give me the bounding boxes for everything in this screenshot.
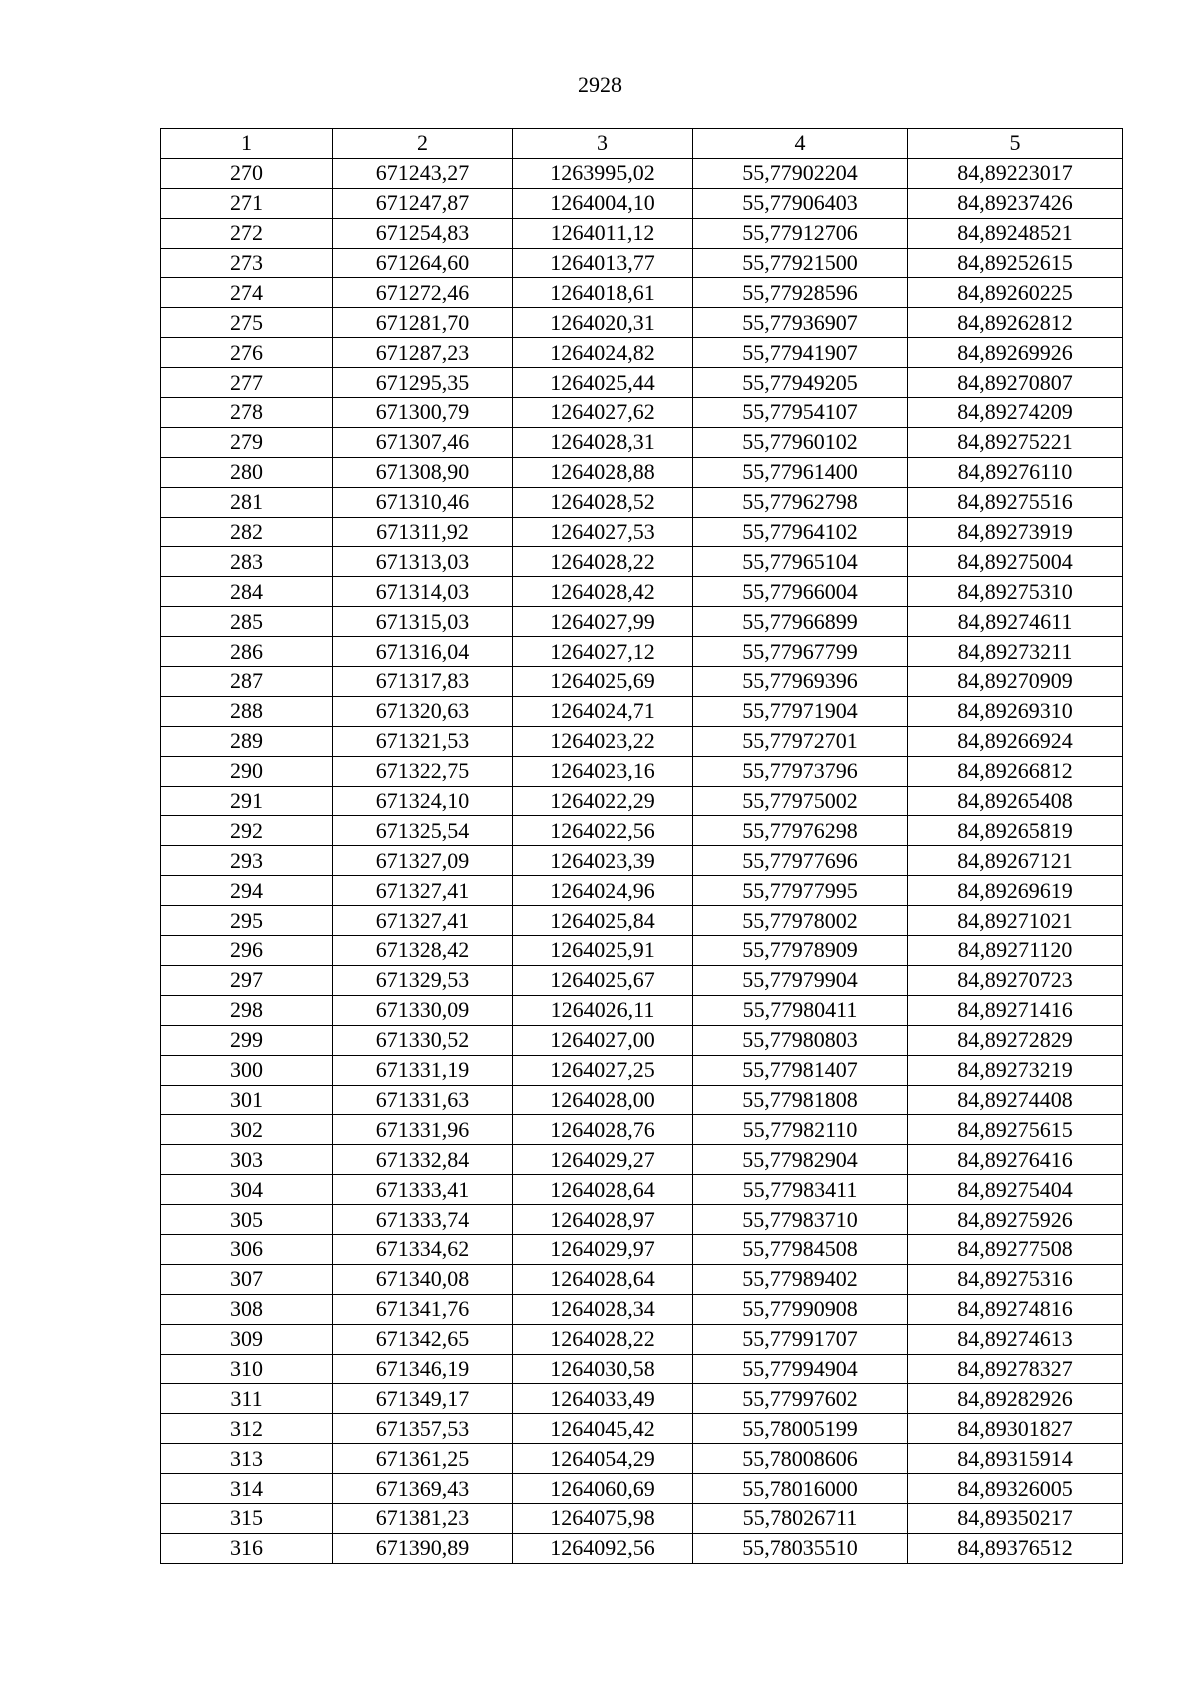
table-row bbox=[161, 726, 1123, 756]
table-cell-col-1: 276 bbox=[161, 338, 333, 368]
table-cell-col-2: 671342,65 bbox=[333, 1324, 513, 1354]
table-cell-col-4: 55,77965104 bbox=[693, 547, 908, 577]
column-header-4: 4 bbox=[693, 129, 908, 159]
table-cell-col-1: 293 bbox=[161, 846, 333, 876]
table-cell-col-2: 671254,83 bbox=[333, 218, 513, 248]
table-cell-col-4: 55,77967799 bbox=[693, 637, 908, 667]
table-cell-col-5: 84,89274209 bbox=[908, 398, 1123, 428]
table-cell-col-1: 305 bbox=[161, 1205, 333, 1235]
table-cell-col-2: 671320,63 bbox=[333, 696, 513, 726]
table-row bbox=[161, 368, 1123, 398]
table-row bbox=[161, 1474, 1123, 1504]
table-row bbox=[161, 577, 1123, 607]
coordinates-table bbox=[160, 128, 1123, 1564]
table-cell-col-3: 1264013,77 bbox=[513, 248, 693, 278]
table-cell-col-1: 309 bbox=[161, 1324, 333, 1354]
table-row bbox=[161, 487, 1123, 517]
table-row bbox=[161, 398, 1123, 428]
table-cell-col-4: 55,77912706 bbox=[693, 218, 908, 248]
table-cell-col-2: 671333,41 bbox=[333, 1175, 513, 1205]
table-cell-col-4: 55,77954107 bbox=[693, 398, 908, 428]
table-cell-col-4: 55,78026711 bbox=[693, 1503, 908, 1533]
table-cell-col-2: 671332,84 bbox=[333, 1145, 513, 1175]
table-cell-col-5: 84,89271416 bbox=[908, 995, 1123, 1025]
table-cell-col-5: 84,89274613 bbox=[908, 1324, 1123, 1354]
table-cell-col-1: 272 bbox=[161, 218, 333, 248]
table-cell-col-2: 671287,23 bbox=[333, 338, 513, 368]
table-row bbox=[161, 816, 1123, 846]
table-cell-col-4: 55,77936907 bbox=[693, 308, 908, 338]
table-cell-col-1: 288 bbox=[161, 696, 333, 726]
table-cell-col-2: 671243,27 bbox=[333, 158, 513, 188]
table-cell-col-3: 1264027,53 bbox=[513, 517, 693, 547]
table-cell-col-5: 84,89376512 bbox=[908, 1533, 1123, 1563]
table-cell-col-5: 84,89273919 bbox=[908, 517, 1123, 547]
table-cell-col-2: 671357,53 bbox=[333, 1414, 513, 1444]
table-cell-col-3: 1264027,25 bbox=[513, 1055, 693, 1085]
table-cell-col-1: 282 bbox=[161, 517, 333, 547]
table-cell-col-1: 310 bbox=[161, 1354, 333, 1384]
table-cell-col-2: 671315,03 bbox=[333, 607, 513, 637]
page-number: 2928 bbox=[578, 72, 622, 97]
table-cell-col-4: 55,77982904 bbox=[693, 1145, 908, 1175]
table-cell-col-5: 84,89275516 bbox=[908, 487, 1123, 517]
table-cell-col-4: 55,77976298 bbox=[693, 816, 908, 846]
table-cell-col-5: 84,89270909 bbox=[908, 667, 1123, 697]
table-row bbox=[161, 1324, 1123, 1354]
table-cell-col-5: 84,89275310 bbox=[908, 577, 1123, 607]
table-cell-col-5: 84,89269926 bbox=[908, 338, 1123, 368]
table-body bbox=[161, 158, 1123, 1563]
table-cell-col-4: 55,77977696 bbox=[693, 846, 908, 876]
table-row bbox=[161, 517, 1123, 547]
table-cell-col-4: 55,78035510 bbox=[693, 1533, 908, 1563]
table-cell-col-5: 84,89223017 bbox=[908, 158, 1123, 188]
table-row bbox=[161, 786, 1123, 816]
table-cell-col-1: 274 bbox=[161, 278, 333, 308]
table-cell-col-4: 55,77978002 bbox=[693, 906, 908, 936]
table-cell-col-3: 1264029,97 bbox=[513, 1234, 693, 1264]
table-cell-col-4: 55,77949205 bbox=[693, 368, 908, 398]
table-cell-col-5: 84,89275316 bbox=[908, 1264, 1123, 1294]
table-row bbox=[161, 1264, 1123, 1294]
table-cell-col-3: 1264025,67 bbox=[513, 965, 693, 995]
table-cell-col-1: 313 bbox=[161, 1444, 333, 1474]
table-cell-col-2: 671316,04 bbox=[333, 637, 513, 667]
table-cell-col-4: 55,77977995 bbox=[693, 876, 908, 906]
column-header-2: 2 bbox=[333, 129, 513, 159]
table-row bbox=[161, 637, 1123, 667]
table-row bbox=[161, 1205, 1123, 1235]
table-cell-col-3: 1264060,69 bbox=[513, 1474, 693, 1504]
table-cell-col-2: 671317,83 bbox=[333, 667, 513, 697]
table-cell-col-5: 84,89252615 bbox=[908, 248, 1123, 278]
table-cell-col-1: 277 bbox=[161, 368, 333, 398]
table-cell-col-2: 671313,03 bbox=[333, 547, 513, 577]
table-cell-col-1: 304 bbox=[161, 1175, 333, 1205]
table-row bbox=[161, 995, 1123, 1025]
table-row bbox=[161, 936, 1123, 966]
table-cell-col-1: 298 bbox=[161, 995, 333, 1025]
table-cell-col-4: 55,77921500 bbox=[693, 248, 908, 278]
table-cell-col-5: 84,89282926 bbox=[908, 1384, 1123, 1414]
table-cell-col-2: 671264,60 bbox=[333, 248, 513, 278]
table-cell-col-2: 671330,52 bbox=[333, 1025, 513, 1055]
table-row bbox=[161, 1503, 1123, 1533]
table-cell-col-3: 1264027,00 bbox=[513, 1025, 693, 1055]
table-cell-col-4: 55,77902204 bbox=[693, 158, 908, 188]
table-row bbox=[161, 1414, 1123, 1444]
table-cell-col-1: 287 bbox=[161, 667, 333, 697]
table-row bbox=[161, 756, 1123, 786]
table-cell-col-1: 303 bbox=[161, 1145, 333, 1175]
table-cell-col-3: 1264025,69 bbox=[513, 667, 693, 697]
table-cell-col-1: 307 bbox=[161, 1264, 333, 1294]
table-cell-col-1: 275 bbox=[161, 308, 333, 338]
table-cell-col-4: 55,77981808 bbox=[693, 1085, 908, 1115]
table-cell-col-5: 84,89248521 bbox=[908, 218, 1123, 248]
table-cell-col-1: 286 bbox=[161, 637, 333, 667]
table-cell-col-3: 1264045,42 bbox=[513, 1414, 693, 1444]
table-cell-col-3: 1264027,99 bbox=[513, 607, 693, 637]
table-cell-col-3: 1264028,52 bbox=[513, 487, 693, 517]
table-cell-col-1: 295 bbox=[161, 906, 333, 936]
table-cell-col-4: 55,77906403 bbox=[693, 188, 908, 218]
table-cell-col-1: 294 bbox=[161, 876, 333, 906]
table-cell-col-3: 1263995,02 bbox=[513, 158, 693, 188]
table-cell-col-3: 1264033,49 bbox=[513, 1384, 693, 1414]
table-cell-col-3: 1264024,71 bbox=[513, 696, 693, 726]
table-cell-col-4: 55,77966899 bbox=[693, 607, 908, 637]
table-cell-col-4: 55,78008606 bbox=[693, 1444, 908, 1474]
table-cell-col-3: 1264028,31 bbox=[513, 427, 693, 457]
table-cell-col-5: 84,89276110 bbox=[908, 457, 1123, 487]
table-cell-col-3: 1264024,96 bbox=[513, 876, 693, 906]
table-cell-col-5: 84,89275926 bbox=[908, 1205, 1123, 1235]
table-cell-col-4: 55,77975002 bbox=[693, 786, 908, 816]
table-cell-col-1: 312 bbox=[161, 1414, 333, 1444]
table-cell-col-3: 1264028,76 bbox=[513, 1115, 693, 1145]
table-cell-col-1: 280 bbox=[161, 457, 333, 487]
table-cell-col-5: 84,89275615 bbox=[908, 1115, 1123, 1145]
table-row bbox=[161, 457, 1123, 487]
table-cell-col-5: 84,89266924 bbox=[908, 726, 1123, 756]
table-cell-col-4: 55,77997602 bbox=[693, 1384, 908, 1414]
table-cell-col-4: 55,77928596 bbox=[693, 278, 908, 308]
table-cell-col-2: 671324,10 bbox=[333, 786, 513, 816]
table-cell-col-3: 1264028,64 bbox=[513, 1175, 693, 1205]
table-cell-col-4: 55,77978909 bbox=[693, 936, 908, 966]
table-cell-col-5: 84,89269310 bbox=[908, 696, 1123, 726]
table-cell-col-1: 306 bbox=[161, 1234, 333, 1264]
table-cell-col-2: 671381,23 bbox=[333, 1503, 513, 1533]
table-cell-col-2: 671361,25 bbox=[333, 1444, 513, 1474]
table-cell-col-2: 671311,92 bbox=[333, 517, 513, 547]
table-cell-col-1: 315 bbox=[161, 1503, 333, 1533]
table-cell-col-5: 84,89276416 bbox=[908, 1145, 1123, 1175]
table-cell-col-2: 671272,46 bbox=[333, 278, 513, 308]
table-cell-col-1: 311 bbox=[161, 1384, 333, 1414]
table-cell-col-2: 671295,35 bbox=[333, 368, 513, 398]
table-cell-col-3: 1264028,22 bbox=[513, 1324, 693, 1354]
table-row bbox=[161, 278, 1123, 308]
table-cell-col-4: 55,77989402 bbox=[693, 1264, 908, 1294]
table-cell-col-1: 284 bbox=[161, 577, 333, 607]
table-cell-col-3: 1264075,98 bbox=[513, 1503, 693, 1533]
table-cell-col-3: 1264022,56 bbox=[513, 816, 693, 846]
table-cell-col-4: 55,77964102 bbox=[693, 517, 908, 547]
table-cell-col-2: 671314,03 bbox=[333, 577, 513, 607]
table-cell-col-2: 671308,90 bbox=[333, 457, 513, 487]
table-cell-col-5: 84,89271021 bbox=[908, 906, 1123, 936]
table-cell-col-5: 84,89275221 bbox=[908, 427, 1123, 457]
table-row bbox=[161, 1533, 1123, 1563]
table-row bbox=[161, 1175, 1123, 1205]
table-cell-col-2: 671333,74 bbox=[333, 1205, 513, 1235]
table-cell-col-5: 84,89301827 bbox=[908, 1414, 1123, 1444]
table-cell-col-1: 281 bbox=[161, 487, 333, 517]
table-cell-col-3: 1264029,27 bbox=[513, 1145, 693, 1175]
table-cell-col-3: 1264018,61 bbox=[513, 278, 693, 308]
table-cell-col-3: 1264025,91 bbox=[513, 936, 693, 966]
table-cell-col-2: 671327,09 bbox=[333, 846, 513, 876]
table-cell-col-5: 84,89266812 bbox=[908, 756, 1123, 786]
table-cell-col-4: 55,77982110 bbox=[693, 1115, 908, 1145]
table-cell-col-5: 84,89237426 bbox=[908, 188, 1123, 218]
table-row bbox=[161, 218, 1123, 248]
table-cell-col-3: 1264028,97 bbox=[513, 1205, 693, 1235]
table-cell-col-3: 1264024,82 bbox=[513, 338, 693, 368]
table-cell-col-5: 84,89278327 bbox=[908, 1354, 1123, 1384]
table-cell-col-5: 84,89270723 bbox=[908, 965, 1123, 995]
table-cell-col-1: 285 bbox=[161, 607, 333, 637]
table-cell-col-2: 671331,96 bbox=[333, 1115, 513, 1145]
table-cell-col-1: 300 bbox=[161, 1055, 333, 1085]
table-cell-col-2: 671322,75 bbox=[333, 756, 513, 786]
table-cell-col-5: 84,89265408 bbox=[908, 786, 1123, 816]
table-cell-col-4: 55,77961400 bbox=[693, 457, 908, 487]
table-cell-col-3: 1264028,42 bbox=[513, 577, 693, 607]
table-row bbox=[161, 876, 1123, 906]
table-row bbox=[161, 1294, 1123, 1324]
table-cell-col-2: 671349,17 bbox=[333, 1384, 513, 1414]
table-cell-col-3: 1264011,12 bbox=[513, 218, 693, 248]
table-cell-col-3: 1264054,29 bbox=[513, 1444, 693, 1474]
table-row bbox=[161, 696, 1123, 726]
table-cell-col-1: 278 bbox=[161, 398, 333, 428]
table-row bbox=[161, 1384, 1123, 1414]
table-cell-col-4: 55,77990908 bbox=[693, 1294, 908, 1324]
table-cell-col-1: 289 bbox=[161, 726, 333, 756]
header-row bbox=[161, 129, 1123, 159]
table-cell-col-4: 55,77971904 bbox=[693, 696, 908, 726]
table-row bbox=[161, 667, 1123, 697]
table-cell-col-5: 84,89270807 bbox=[908, 368, 1123, 398]
table-cell-col-5: 84,89274611 bbox=[908, 607, 1123, 637]
table-cell-col-2: 671300,79 bbox=[333, 398, 513, 428]
table-cell-col-5: 84,89273219 bbox=[908, 1055, 1123, 1085]
table-cell-col-1: 316 bbox=[161, 1533, 333, 1563]
table-cell-col-3: 1264025,44 bbox=[513, 368, 693, 398]
table-row bbox=[161, 1025, 1123, 1055]
table-cell-col-2: 671310,46 bbox=[333, 487, 513, 517]
table-cell-col-2: 671369,43 bbox=[333, 1474, 513, 1504]
table-cell-col-1: 296 bbox=[161, 936, 333, 966]
table-row bbox=[161, 906, 1123, 936]
table-cell-col-3: 1264027,62 bbox=[513, 398, 693, 428]
table-cell-col-4: 55,77983411 bbox=[693, 1175, 908, 1205]
table-cell-col-1: 291 bbox=[161, 786, 333, 816]
table-cell-col-4: 55,77973796 bbox=[693, 756, 908, 786]
table-cell-col-3: 1264027,12 bbox=[513, 637, 693, 667]
table-cell-col-2: 671328,42 bbox=[333, 936, 513, 966]
table-cell-col-1: 301 bbox=[161, 1085, 333, 1115]
table-cell-col-4: 55,77980803 bbox=[693, 1025, 908, 1055]
table-cell-col-5: 84,89269619 bbox=[908, 876, 1123, 906]
table-cell-col-3: 1264028,64 bbox=[513, 1264, 693, 1294]
table-row bbox=[161, 427, 1123, 457]
table-cell-col-4: 55,77969396 bbox=[693, 667, 908, 697]
table-row bbox=[161, 846, 1123, 876]
table-cell-col-5: 84,89275404 bbox=[908, 1175, 1123, 1205]
table-cell-col-5: 84,89326005 bbox=[908, 1474, 1123, 1504]
table-cell-col-1: 292 bbox=[161, 816, 333, 846]
table-cell-col-2: 671281,70 bbox=[333, 308, 513, 338]
table-cell-col-2: 671327,41 bbox=[333, 906, 513, 936]
table-cell-col-4: 55,77962798 bbox=[693, 487, 908, 517]
table-cell-col-2: 671247,87 bbox=[333, 188, 513, 218]
table-cell-col-4: 55,77980411 bbox=[693, 995, 908, 1025]
table-cell-col-3: 1264028,22 bbox=[513, 547, 693, 577]
table-row bbox=[161, 338, 1123, 368]
table-cell-col-5: 84,89272829 bbox=[908, 1025, 1123, 1055]
table-cell-col-5: 84,89267121 bbox=[908, 846, 1123, 876]
table-cell-col-2: 671331,19 bbox=[333, 1055, 513, 1085]
table-cell-col-3: 1264022,29 bbox=[513, 786, 693, 816]
table-cell-col-4: 55,77966004 bbox=[693, 577, 908, 607]
table-cell-col-5: 84,89260225 bbox=[908, 278, 1123, 308]
table-cell-col-1: 297 bbox=[161, 965, 333, 995]
table-cell-col-4: 55,77983710 bbox=[693, 1205, 908, 1235]
table-cell-col-4: 55,77984508 bbox=[693, 1234, 908, 1264]
table-cell-col-2: 671327,41 bbox=[333, 876, 513, 906]
table-cell-col-2: 671331,63 bbox=[333, 1085, 513, 1115]
table-cell-col-3: 1264028,88 bbox=[513, 457, 693, 487]
table-cell-col-3: 1264020,31 bbox=[513, 308, 693, 338]
table-cell-col-1: 270 bbox=[161, 158, 333, 188]
table-cell-col-2: 671340,08 bbox=[333, 1264, 513, 1294]
table-cell-col-1: 299 bbox=[161, 1025, 333, 1055]
table-cell-col-5: 84,89274408 bbox=[908, 1085, 1123, 1115]
table-cell-col-4: 55,77994904 bbox=[693, 1354, 908, 1384]
table-cell-col-4: 55,77960102 bbox=[693, 427, 908, 457]
table-cell-col-3: 1264028,34 bbox=[513, 1294, 693, 1324]
table-row bbox=[161, 158, 1123, 188]
table-cell-col-3: 1264004,10 bbox=[513, 188, 693, 218]
table-cell-col-4: 55,77981407 bbox=[693, 1055, 908, 1085]
table-cell-col-4: 55,78016000 bbox=[693, 1474, 908, 1504]
table-cell-col-5: 84,89271120 bbox=[908, 936, 1123, 966]
table-cell-col-2: 671329,53 bbox=[333, 965, 513, 995]
table-cell-col-5: 84,89265819 bbox=[908, 816, 1123, 846]
table-cell-col-1: 302 bbox=[161, 1115, 333, 1145]
table-cell-col-3: 1264030,58 bbox=[513, 1354, 693, 1384]
table-row bbox=[161, 1085, 1123, 1115]
table-cell-col-3: 1264023,16 bbox=[513, 756, 693, 786]
table-cell-col-1: 308 bbox=[161, 1294, 333, 1324]
table-cell-col-2: 671341,76 bbox=[333, 1294, 513, 1324]
table-cell-col-1: 271 bbox=[161, 188, 333, 218]
table-cell-col-4: 55,77972701 bbox=[693, 726, 908, 756]
table-cell-col-2: 671325,54 bbox=[333, 816, 513, 846]
table-row bbox=[161, 547, 1123, 577]
table-header bbox=[161, 129, 1123, 159]
table-row bbox=[161, 607, 1123, 637]
table-cell-col-3: 1264092,56 bbox=[513, 1533, 693, 1563]
table-row bbox=[161, 1115, 1123, 1145]
table-row bbox=[161, 308, 1123, 338]
table-cell-col-3: 1264025,84 bbox=[513, 906, 693, 936]
table-cell-col-4: 55,78005199 bbox=[693, 1414, 908, 1444]
table-row bbox=[161, 1055, 1123, 1085]
table-cell-col-4: 55,77979904 bbox=[693, 965, 908, 995]
table-row bbox=[161, 188, 1123, 218]
table-cell-col-5: 84,89350217 bbox=[908, 1503, 1123, 1533]
table-row bbox=[161, 1354, 1123, 1384]
table-cell-col-3: 1264026,11 bbox=[513, 995, 693, 1025]
table-cell-col-2: 671330,09 bbox=[333, 995, 513, 1025]
table-row bbox=[161, 1234, 1123, 1264]
table-cell-col-5: 84,89275004 bbox=[908, 547, 1123, 577]
table-cell-col-2: 671334,62 bbox=[333, 1234, 513, 1264]
table-cell-col-1: 314 bbox=[161, 1474, 333, 1504]
table-cell-col-2: 671390,89 bbox=[333, 1533, 513, 1563]
column-header-1: 1 bbox=[161, 129, 333, 159]
table-cell-col-5: 84,89277508 bbox=[908, 1234, 1123, 1264]
table-cell-col-1: 273 bbox=[161, 248, 333, 278]
table-row bbox=[161, 1444, 1123, 1474]
table-cell-col-5: 84,89273211 bbox=[908, 637, 1123, 667]
table-cell-col-2: 671346,19 bbox=[333, 1354, 513, 1384]
column-header-3: 3 bbox=[513, 129, 693, 159]
column-header-5: 5 bbox=[908, 129, 1123, 159]
table-cell-col-3: 1264023,39 bbox=[513, 846, 693, 876]
table-row bbox=[161, 965, 1123, 995]
table-cell-col-1: 279 bbox=[161, 427, 333, 457]
table-cell-col-4: 55,77991707 bbox=[693, 1324, 908, 1354]
table-cell-col-2: 671307,46 bbox=[333, 427, 513, 457]
table-cell-col-4: 55,77941907 bbox=[693, 338, 908, 368]
table-row bbox=[161, 248, 1123, 278]
table-cell-col-5: 84,89274816 bbox=[908, 1294, 1123, 1324]
table-cell-col-5: 84,89262812 bbox=[908, 308, 1123, 338]
table-cell-col-3: 1264028,00 bbox=[513, 1085, 693, 1115]
table-cell-col-1: 290 bbox=[161, 756, 333, 786]
table-cell-col-1: 283 bbox=[161, 547, 333, 577]
table-cell-col-3: 1264023,22 bbox=[513, 726, 693, 756]
table-cell-col-5: 84,89315914 bbox=[908, 1444, 1123, 1474]
table-row bbox=[161, 1145, 1123, 1175]
table-cell-col-2: 671321,53 bbox=[333, 726, 513, 756]
